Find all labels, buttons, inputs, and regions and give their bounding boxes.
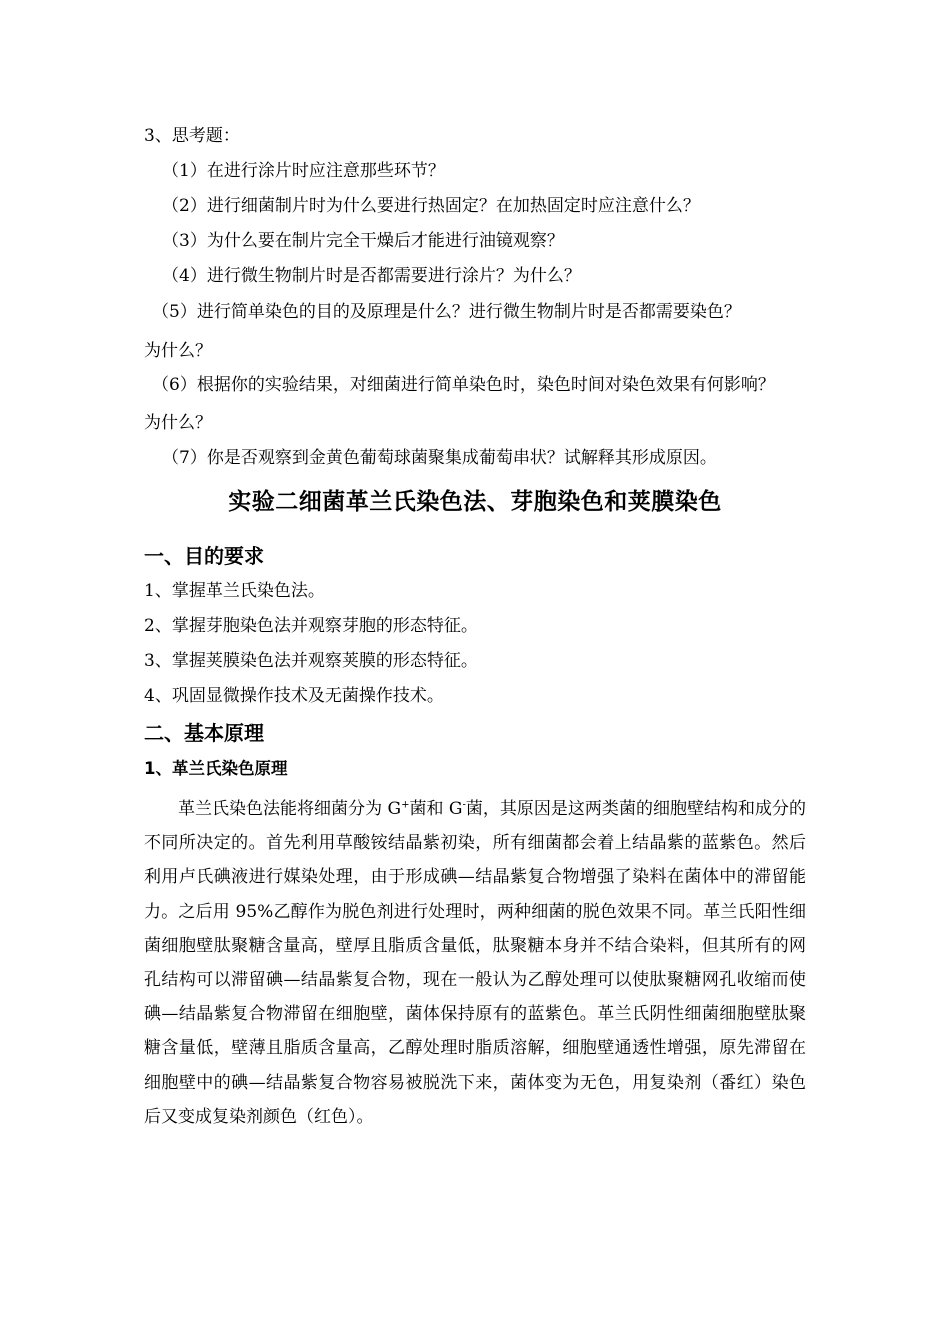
question-5-cont: 为什么？ (144, 341, 212, 361)
section-heading-objectives: 一、目的要求 (144, 544, 264, 568)
subheading-gram-principle: 1、革兰氏染色原理 (144, 759, 288, 778)
question-1: （1）在进行涂片时应注意那些环节？ (162, 161, 445, 181)
gram-negative-sup: - (462, 799, 466, 811)
question-3: （3）为什么要在制片完全干燥后才能进行油镜观察？ (162, 231, 564, 251)
question-5: （5）进行简单染色的目的及原理是什么？进行微生物制片时是否都需要染色？ (152, 302, 741, 322)
objective-2: 2、掌握芽胞染色法并观察芽胞的形态特征。 (144, 616, 478, 636)
gram-positive-sup: + (401, 799, 410, 811)
question-6: （6）根据你的实验结果，对细菌进行简单染色时，染色时间对染色效果有何影响？ (152, 375, 775, 395)
para-text-3: 菌，其原因是这两类菌的细胞壁结构和成分的不同所决定的。首先利用草酸铵结晶紫初染，所有细菌都会着上结晶紫的蓝紫色。然后利用卢氏碘液进行媒染处理，由于形成碘—结晶紫复合物增强了染料在菌体中的滞留能力。之后用 95%乙醇作为脱色剂进行处理时，两种细菌的脱色效果不同。革兰氏阳性细菌细胞壁肽聚糖含量高，壁厚且脂质含量低，肽聚糖本身并不结合染料，但其所有的网孔结构可以滞留碘—结晶紫复合物，现在一般认为乙醇处理可以使肽聚糖网孔收缩而使碘—结晶紫复合物滞留在细胞壁，菌体保持原有的蓝紫色。革兰氏阴性细菌细胞壁肽聚糖含量低，壁薄且脂质含量高，乙醇处理时脂质溶解，细胞壁通透性增强，原先滞留在细胞壁中的碘—结晶紫复合物容易被脱洗下来，菌体变为无色，用复染剂（番红）染色后又变成复染剂颜色（红色）。 (144, 799, 807, 1127)
para-text-2: 菌和 G (409, 799, 463, 819)
para-text-1: 革兰氏染色法能将细菌分为 G (178, 799, 402, 819)
objective-3: 3、掌握荚膜染色法并观察荚膜的形态特征。 (144, 651, 478, 671)
question-4: （4）进行微生物制片时是否都需要进行涂片？为什么？ (162, 266, 581, 286)
objective-4: 4、巩固显微操作技术及无菌操作技术。 (144, 686, 444, 706)
section-heading-principle: 二、基本原理 (144, 721, 264, 745)
gram-principle-paragraph (144, 792, 806, 1134)
question-7: （7）你是否观察到金黄色葡萄球菌聚集成葡萄串状？试解释其形成原因。 (162, 448, 717, 468)
experiment-title: 实验二细菌革兰氏染色法、芽胞染色和荚膜染色 (228, 489, 722, 515)
question-6-cont: 为什么？ (144, 413, 212, 433)
question-2: （2）进行细菌制片时为什么要进行热固定？在加热固定时应注意什么？ (162, 196, 700, 216)
thinking-heading: 3、思考题： (144, 126, 240, 146)
objective-1: 1、掌握革兰氏染色法。 (144, 581, 325, 601)
